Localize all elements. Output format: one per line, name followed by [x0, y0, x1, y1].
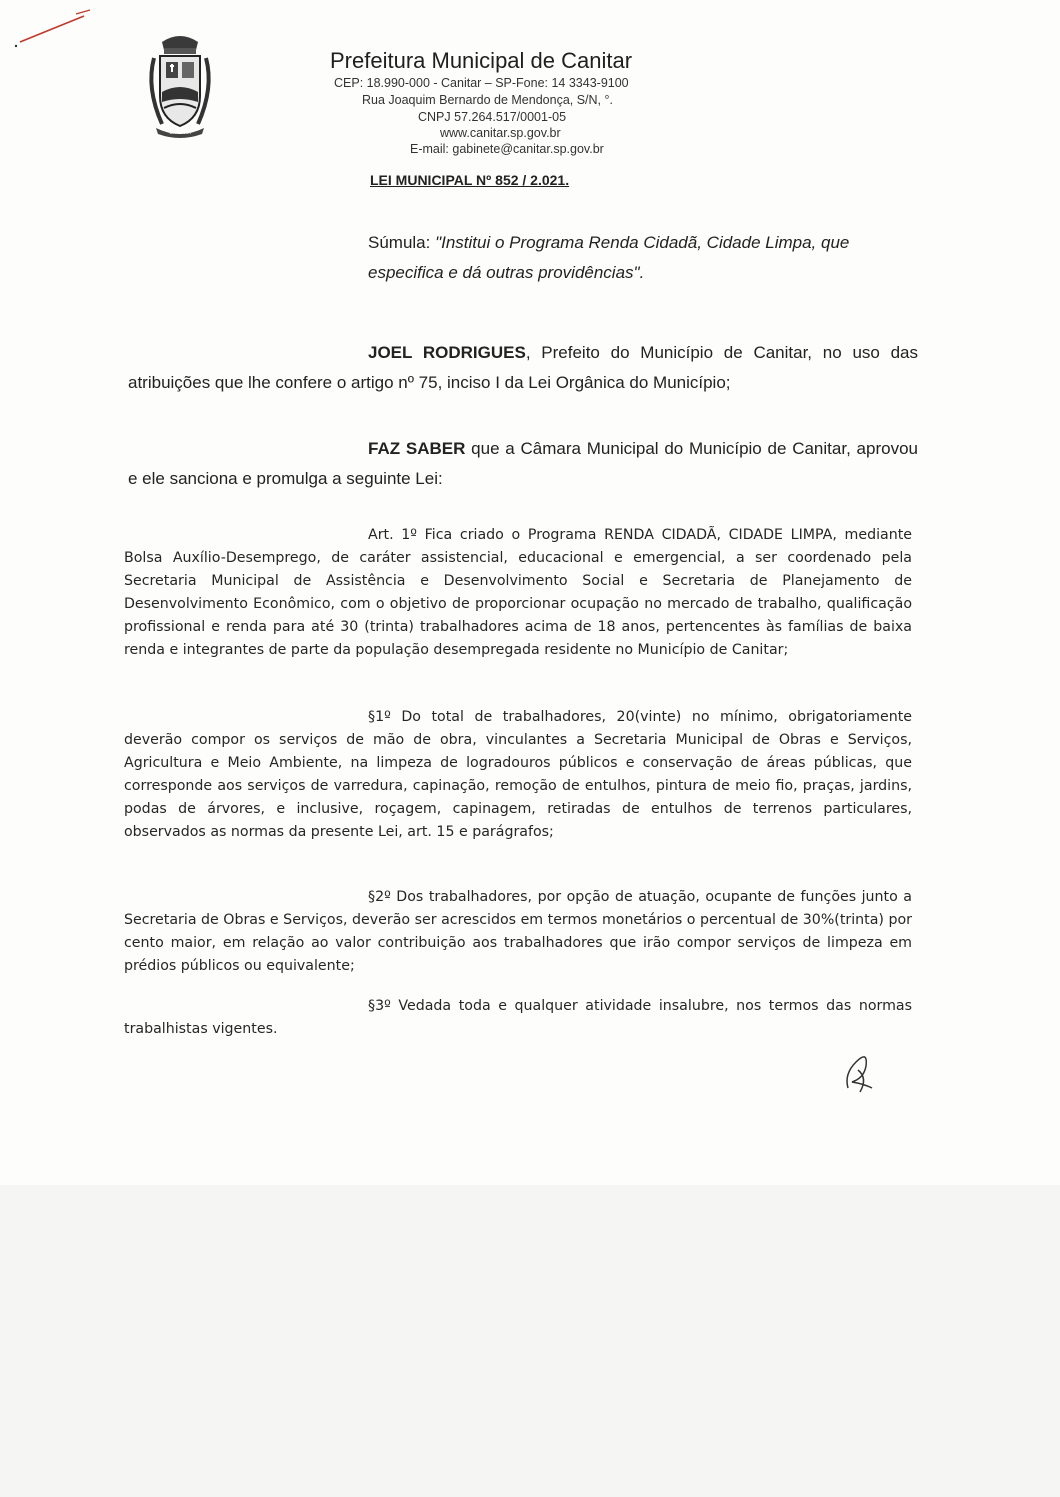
mayor-text: , Prefeito do Município de Canitar, no uso das atribuições que lhe confere o artigo nº 75, inciso I da Lei Orgânica do Município;: [128, 343, 919, 392]
preamble-faz-saber-paragraph: [128, 434, 918, 494]
svg-text:CANITAR: CANITAR: [169, 130, 191, 136]
initials-signature-icon: [838, 1048, 882, 1096]
header-email-link[interactable]: E-mail: gabinete@canitar.sp.gov.br: [410, 142, 604, 156]
preamble-mayor-paragraph: [128, 338, 918, 398]
sumula-text: "Institui o Programa Renda Cidadã, Cidade Limpa, que especifica e dá outras providências".: [368, 233, 850, 282]
sumula-paragraph: [368, 228, 918, 288]
mayor-name: JOEL RODRIGUES: [368, 343, 526, 362]
paragraph-2: §2º Dos trabalhadores, por opção de atuação, ocupante de funções junto a Secretaria de Obras e Serviços, deverão ser acrescidos em termos monetários o percentual de 30%(trinta) por cento maior, em relação ao valor contribuição aos trabalhadores que irão compor serviços de limpeza em prédios públicos ou equivalente;: [124, 889, 912, 974]
header-cnpj-line: CNPJ 57.264.517/0001-05: [418, 110, 567, 124]
header-address-line: CEP: 18.990-000 - Canitar – SP-Fone: 14 3343-9100: [334, 76, 629, 90]
header-title: Prefeitura Municipal de Canitar: [330, 48, 633, 73]
red-pen-mark: [12, 8, 94, 48]
header-street-line: Rua Joaquim Bernardo de Mendonça, S/N, °.: [362, 93, 613, 107]
article-1: Art. 1º Fica criado o Programa RENDA CIDADÃ, CIDADE LIMPA, mediante Bolsa Auxílio-Desemprego, de caráter assistencial, educacional e emergencial, a ser coordenado pela Secretaria Municipal de Assistência e Desenvolvimento Social e Secretaria de Planejamento de Desenvolvimento Econômico, com o objetivo de proporcionar ocupação no mercado de trabalho, qualificação profissional e renda para até 30 (trinta) trabalhadores acima de 18 anos, pertencentes às famílias de baixa renda e integrantes de parte da população desempregada residente no Município de Canitar;: [124, 527, 912, 658]
faz-saber-text: que a Câmara Municipal do Município de Canitar, aprovou e ele sanciona e promulga a seguinte Lei:: [128, 439, 918, 488]
municipal-coat-of-arms-icon: [140, 28, 220, 140]
law-title: LEI MUNICIPAL Nº 852 / 2.021.: [370, 172, 570, 188]
faz-saber-label: FAZ SABER: [368, 439, 466, 458]
paragraph-3: §3º Vedada toda e qualquer atividade insalubre, nos termos das normas trabalhistas vigentes.: [124, 998, 912, 1037]
paragraph-1: §1º Do total de trabalhadores, 20(vinte) no mínimo, obrigatoriamente deverão compor os serviços de mão de obra, vinculantes a Secretaria Municipal de Obras e Serviços, Agricultura e Meio Ambiente, na limpeza de logradouros públicos e conservação de áreas públicas, que corresponde aos serviços de varredura, capinação, remoção de entulhos, pintura de meio fio, praças, jardins, podas de árvores, e inclusive, roçagem, capinagem, retiradas de entulhos de terrenos particulares, observados as normas da presente Lei, art. 15 e parágrafos;: [124, 709, 912, 840]
header-website-link[interactable]: www.canitar.sp.gov.br: [440, 126, 561, 140]
sumula-label: Súmula:: [368, 233, 436, 252]
page-bottom-shade: [0, 1185, 1060, 1497]
